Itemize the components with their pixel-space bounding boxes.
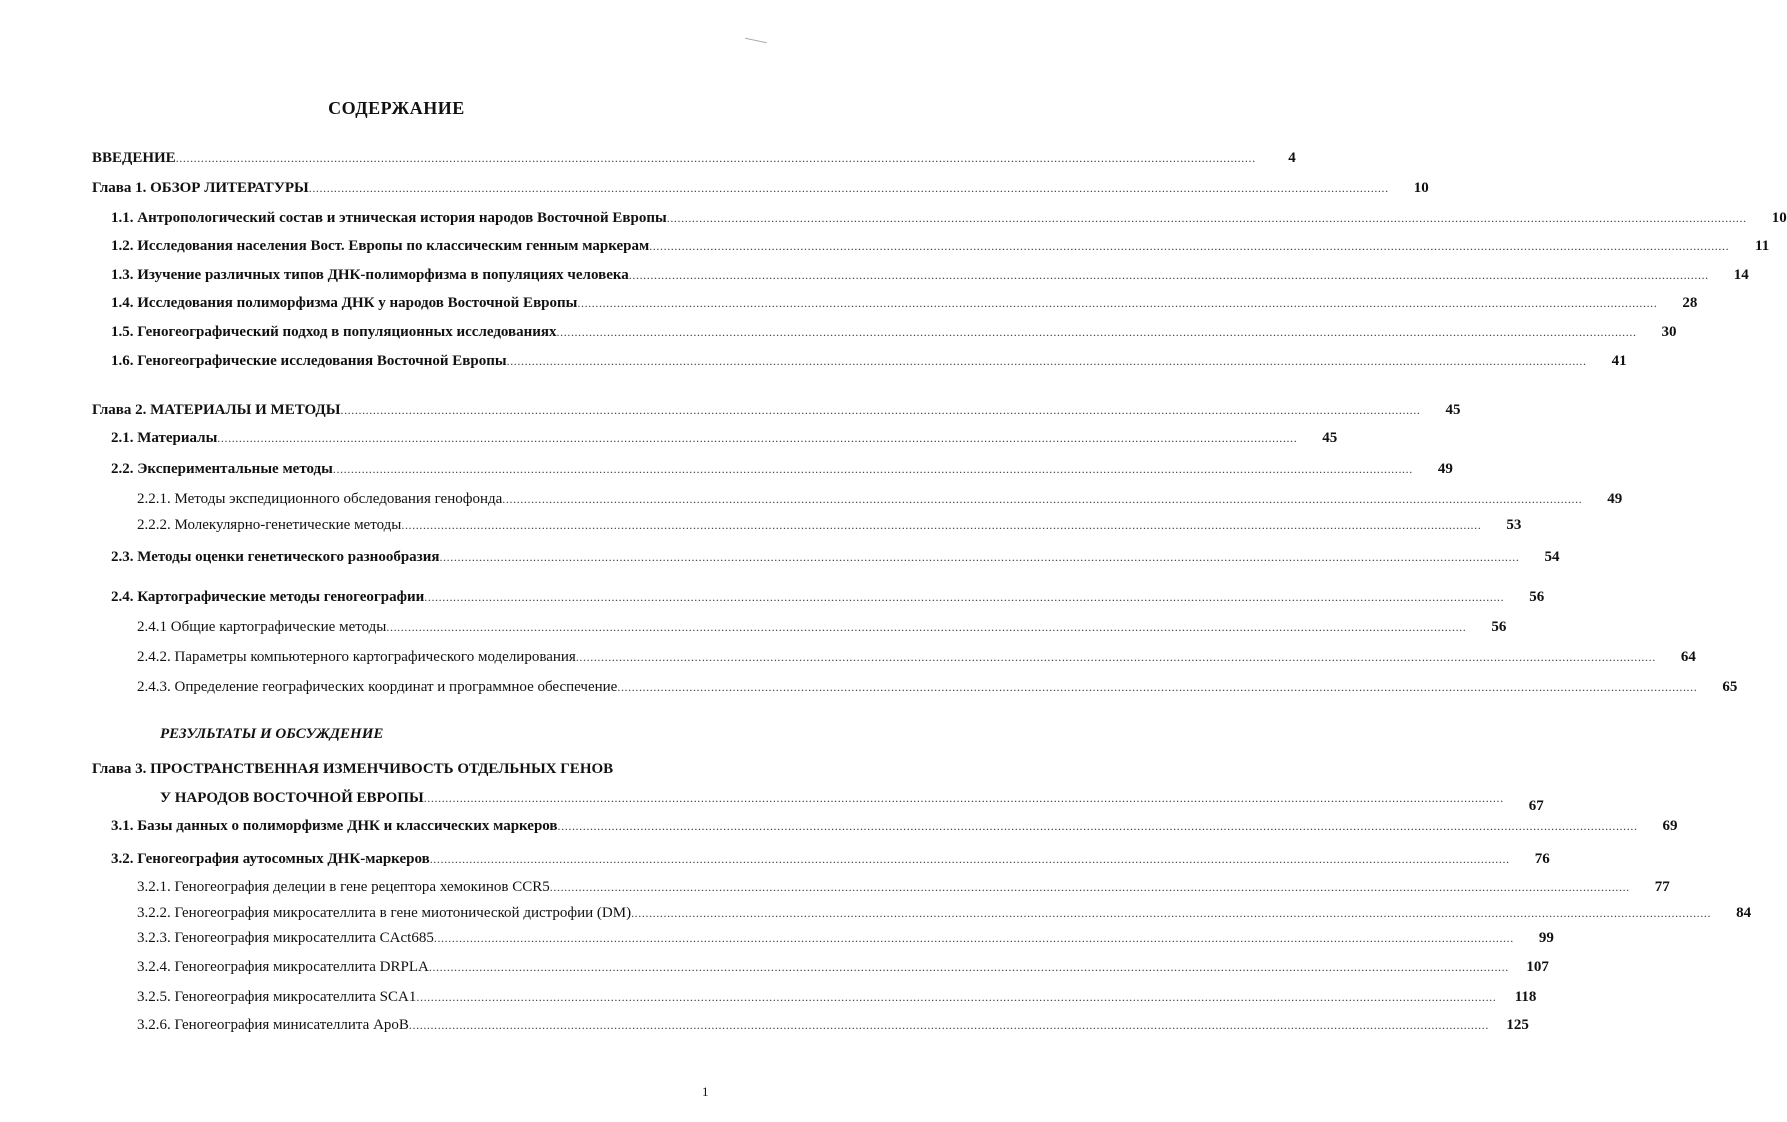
toc-entry-label: 2.4. Картографические методы геногеографии (111, 589, 425, 605)
toc-entry-page: 69 (1662, 818, 1678, 834)
dot-leader: ............................................................................................................................................................................................................................................................................................................ (408, 1018, 1489, 1032)
dot-leader: ............................................................................................................................................................................................................................................................................................................ (423, 791, 1504, 805)
toc-entry (137, 879, 1670, 896)
toc-entry (111, 238, 1770, 255)
toc-entry-page: 49 (1437, 461, 1453, 477)
toc-entry-page: 65 (1722, 679, 1738, 695)
page-title: СОДЕРЖАНИЕ (328, 98, 465, 118)
toc-entry-label: 2.3. Методы оценки генетического разнообразия (111, 549, 440, 565)
dot-leader: ............................................................................................................................................................................................................................................................................................................ (424, 590, 1505, 604)
toc-entry-page: 107 (1526, 959, 1549, 975)
toc-entry (111, 353, 1627, 370)
toc-entry-label: 1.2. Исследования населения Вост. Европы по классическим генным маркерам (111, 238, 650, 254)
toc-entry (111, 818, 1678, 835)
page-number: 1 (702, 1084, 709, 1099)
toc-entry-label: 2.2.2. Молекулярно-генетические методы (137, 517, 402, 533)
toc-entry (111, 461, 1453, 478)
toc-entry (111, 430, 1338, 447)
toc-entry (92, 180, 1429, 197)
toc-entry-label: 2.4.2. Параметры компьютерного картографического моделирования (137, 649, 576, 665)
toc-entry-label: 2.2.1. Методы экспедиционного обследования генофонда (137, 491, 503, 507)
dot-leader: ............................................................................................................................................................................................................................................................................................................ (429, 852, 1510, 866)
dot-leader: ............................................................................................................................................................................................................................................................................................................ (557, 819, 1638, 833)
toc-entry-label: 1.6. Геногеографические исследования Восточной Европы (111, 353, 507, 369)
toc-entry-page: 56 (1491, 619, 1507, 635)
dot-leader: ............................................................................................................................................................................................................................................................................................................ (575, 650, 1656, 664)
toc-entry (111, 589, 1545, 606)
toc-entry (137, 1017, 1529, 1034)
dot-leader: ............................................................................................................................................................................................................................................................................................................ (217, 431, 1298, 445)
toc-entry (137, 930, 1554, 947)
toc-entry-page: 28 (1682, 295, 1698, 311)
toc-entry-page: 10 (1771, 210, 1787, 226)
toc-entry (137, 679, 1738, 696)
toc-entry-label: 1.4. Исследования полиморфизма ДНК у народов Восточной Европы (111, 295, 578, 311)
toc-entry-label: 3.2.4. Геногеография микросателлита DRPLA (137, 959, 429, 975)
toc-entry (137, 959, 1549, 976)
toc-entry (111, 295, 1698, 312)
toc-entry-page: 49 (1607, 491, 1623, 507)
toc-entry (137, 905, 1752, 922)
toc-entry-page: 64 (1680, 649, 1696, 665)
dot-leader: ............................................................................................................................................................................................................................................................................................................ (386, 620, 1467, 634)
toc-entry-label: 2.4.3. Определение географических координат и программное обеспечение (137, 679, 618, 695)
dot-leader: ............................................................................................................................................................................................................................................................................................................ (649, 239, 1730, 253)
dot-leader: ............................................................................................................................................................................................................................................................................................................ (549, 880, 1630, 894)
toc-entry-label: 3.2.1. Геногеография делеции в гене рецептора хемокинов CCR5 (137, 879, 550, 895)
toc-entry (92, 402, 1461, 419)
toc-entry-page: 45 (1322, 430, 1338, 446)
toc-entry-page: 84 (1736, 905, 1752, 921)
toc-entry-page: 56 (1529, 589, 1545, 605)
toc-entry (137, 517, 1522, 534)
dot-leader: ............................................................................................................................................................................................................................................................................................................ (617, 680, 1698, 694)
dot-leader: ............................................................................................................................................................................................................................................................................................................ (433, 931, 1514, 945)
toc-entry (137, 989, 1537, 1006)
toc-entry-label: 2.4.1 Общие картографические методы (137, 619, 387, 635)
toc-entry-page: 99 (1538, 930, 1554, 946)
dot-leader: ............................................................................................................................................................................................................................................................................................................ (416, 990, 1497, 1004)
toc-entry-page: 118 (1514, 989, 1537, 1005)
toc-entry-label: 2.1. Материалы (111, 430, 218, 446)
dot-leader: ............................................................................................................................................................................................................................................................................................................ (577, 296, 1658, 310)
chapter-3-title-line1: Глава 3. ПРОСТРАНСТВЕННАЯ ИЗМЕНЧИВОСТЬ ОТДЕЛЬНЫХ ГЕНОВ (92, 761, 614, 777)
toc-entry-label: Глава 1. ОБЗОР ЛИТЕРАТУРЫ (92, 180, 309, 196)
toc-entry-page: 67 (1528, 798, 1544, 814)
toc-entry-page: 125 (1506, 1017, 1529, 1033)
toc-entry-label: 3.2.6. Геногеография минисателлита ApoB (137, 1017, 409, 1033)
toc-entry (92, 150, 1296, 167)
dot-leader: ............................................................................................................................................................................................................................................................................................................ (506, 354, 1587, 368)
toc-entry-label: 1.1. Антропологический состав и этническая история народов Восточной Европы (111, 210, 667, 226)
scan-mark (745, 38, 767, 44)
dot-leader: ............................................................................................................................................................................................................................................................................................................ (502, 492, 1583, 506)
toc-entry (160, 790, 1544, 814)
dot-leader: ............................................................................................................................................................................................................................................................................................................ (332, 462, 1413, 476)
toc-entry (111, 267, 1749, 284)
dot-leader: ............................................................................................................................................................................................................................................................................................................ (308, 181, 1389, 195)
toc-entry-page: 30 (1661, 324, 1677, 340)
toc-entry-page: 45 (1445, 402, 1461, 418)
toc-entry-label: 1.5. Геногеографический подход в популяционных исследованиях (111, 324, 557, 340)
dot-leader: ............................................................................................................................................................................................................................................................................................................ (175, 151, 1256, 165)
toc-entry-page: 41 (1611, 353, 1627, 369)
toc-entry-label: 3.2.3. Геногеография микросателлита CAct685 (137, 930, 434, 946)
dot-leader: ............................................................................................................................................................................................................................................................................................................ (666, 211, 1747, 225)
toc-entry (111, 324, 1677, 341)
toc-entry-label: 2.2. Экспериментальные методы (111, 461, 333, 477)
toc-entry-label: ВВЕДЕНИЕ (92, 150, 176, 166)
toc-entry (111, 851, 1550, 868)
dot-leader: ............................................................................................................................................................................................................................................................................................................ (556, 325, 1637, 339)
toc-entry-page: 4 (1288, 150, 1296, 166)
toc-entry-label: 1.3. Изучение различных типов ДНК-полиморфизма в популяциях человека (111, 267, 629, 283)
toc-entry (137, 619, 1507, 636)
toc-entry-page: 10 (1413, 180, 1429, 196)
toc-entry-page: 53 (1506, 517, 1522, 533)
toc-entry-label: 3.2.5. Геногеография микросателлита SCA1 (137, 989, 417, 1005)
dot-leader: ............................................................................................................................................................................................................................................................................................................ (428, 960, 1509, 974)
toc-entry-label: Глава 2. МАТЕРИАЛЫ И МЕТОДЫ (92, 402, 341, 418)
dot-leader: ............................................................................................................................................................................................................................................................................................................ (439, 550, 1520, 564)
toc-entry (137, 491, 1623, 508)
dot-leader: ............................................................................................................................................................................................................................................................................................................ (631, 906, 1712, 920)
toc-entry-page: 77 (1654, 879, 1670, 895)
toc-entry-label: 3.2. Геногеография аутосомных ДНК-маркеров (111, 851, 430, 867)
toc-entry-label: У НАРОДОВ ВОСТОЧНОЙ ЕВРОПЫ (160, 790, 424, 806)
toc-entry-page: 14 (1733, 267, 1749, 283)
toc-entry-page: 76 (1534, 851, 1550, 867)
toc-entry (111, 549, 1560, 566)
toc-entry (137, 649, 1696, 666)
toc-entry-label: 3.2.2. Геногеография микросателлита в гене миотонической дистрофии (DM) (137, 905, 632, 921)
toc-entry-label: 3.1. Базы данных о полиморфизме ДНК и классических маркеров (111, 818, 558, 834)
toc-entry-page: 11 (1755, 238, 1770, 254)
dot-leader: ............................................................................................................................................................................................................................................................................................................ (628, 268, 1709, 282)
toc-entry (111, 210, 1787, 227)
dot-leader: ............................................................................................................................................................................................................................................................................................................ (340, 403, 1421, 417)
toc-entry-page: 54 (1544, 549, 1560, 565)
dot-leader: ............................................................................................................................................................................................................................................................................................................ (401, 518, 1482, 532)
section-heading-results: РЕЗУЛЬТАТЫ И ОБСУЖДЕНИЕ (160, 726, 384, 742)
